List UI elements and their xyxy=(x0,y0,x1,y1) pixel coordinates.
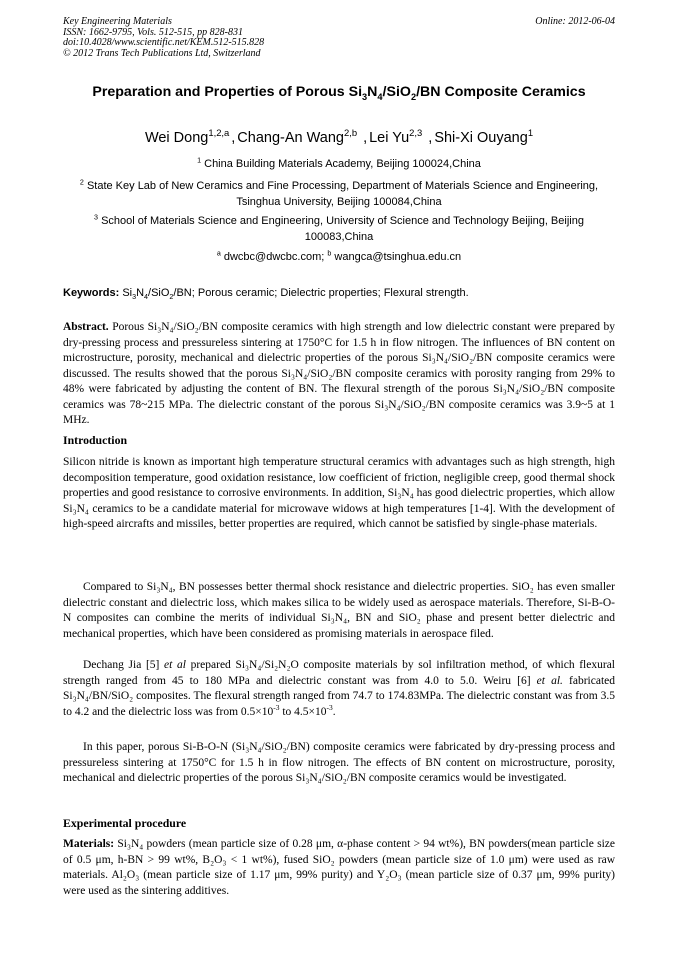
online-date: Online: 2012-06-04 xyxy=(535,16,615,27)
author: Shi-Xi Ouyang xyxy=(434,130,528,146)
materials-label: Materials: xyxy=(63,838,115,850)
journal-name: Key Engineering Materials xyxy=(63,16,172,27)
keywords-label: Keywords: xyxy=(63,287,120,299)
affiliation-3: $^3$ School of Materials Science and Engineering, University of Science and Technology Beijing, Beijing 100083,China xyxy=(94,213,584,243)
journal-header xyxy=(63,17,264,59)
author: Chang-An Wang xyxy=(237,130,344,146)
intro-paragraph-2: Compared to Si₃N₄, BN possesses better thermal shock resistance and dielectric properties. SiO₂ has even smaller dielectric constant and dielectric loss, which makes silica to be widely used as aerospace materials. Therefore, Si-B-O-N composites can combine the merits of individual Si₃N₄, BN and SiO₂ phase and present better dielectric and mechanical properties, which have been considered as promising materials in aerospace filed. xyxy=(63,581,615,640)
keywords: Keywords: $Si_3N_4/SiO_2/BN$; Porous ceramic; Dielectric properties; Flexural strength. xyxy=(63,287,469,302)
section-heading-introduction: Introduction xyxy=(63,433,128,447)
abstract xyxy=(63,320,615,429)
materials-paragraph: Materials: Si₃N₄ powders (mean particle size of 0.28 μm, α-phase content > 94 wt%), BN powders(mean particle size of 0.5 μm, h-BN > 99 wt%, B₂O₃ < 1 wt%), fused SiO₂ powders (mean particle size of 1.0 μm) were used as raw materials. Al₂O₃ (mean particle size of 1.17 μm, 99% purity) and Y₂O₃ (mean particle size of 0.37 μm, 99% purity) were used as the sintering additives. xyxy=(63,838,615,897)
affiliation-2: $^2$ State Key Lab of New Ceramics and Fine Processing, Department of Materials Science and Engineering, Tsinghua University, Beijing 100084,China xyxy=(79,178,599,208)
section-heading-experimental: Experimental procedure xyxy=(63,816,187,830)
email-b[interactable]: wangca@tsinghua.edu.cn xyxy=(334,251,462,263)
email-line: $^a$ dwcbc@dwcbc.com; $^b$ wangca@tsinghua.edu.cn xyxy=(216,249,462,263)
email-a[interactable]: dwcbc@dwcbc.com; xyxy=(223,251,325,263)
intro-paragraph-3: Dechang Jia [5] et al prepared Si₃N₄/Si₂N₂O composite materials by sol infiltration method, of which flexural strength ranged from 45 to 180 MPa and dielectric constant was from 4.0 to 5.0. Weiru [6] et al. fabricated Si₃N₄/BN/SiO₂ composites. The flexural strength ranged from 74.7 to 174.83MPa. The dielectric constant was from 3.5 to 4.2 and the dielectric loss was from $0.5\times 10^{-3}$ to $4.5\times 10^{-3}$. xyxy=(63,659,616,718)
abstract-label: Abstract. xyxy=(63,321,109,333)
paper-title: Preparation and Properties of Porous $Si_3N_4/SiO_2/BN$ Composite Ceramics xyxy=(92,84,586,102)
author: Wei Dong xyxy=(144,130,209,146)
intro-paragraph-1: Silicon nitride is known as important high temperature structural ceramics with advantages such as high strength, high decomposition temperature, good oxidation resistance, low coefficient of friction, negligible creep, good thermal shock properties and good resistance to corrosive environments. In addition, Si₃N₄ has good dielectric properties, which allow Si₃N₄ ceramics to be a candidate material for microwave widows at high temperatures [1-4]. With the development of high-speed aircrafts and missiles, better properties are required, which cannot be satisfied by single-phase materials. xyxy=(63,456,615,530)
intro-paragraph-4: In this paper, porous Si-B-O-N (Si₃N₄/SiO₂/BN) composite ceramics were fabricated by dry-pressing process and pressureless sintering at 1750°C for 1.5 h in flow nitrogen. The effects of BN content on microstructure, porosity, mechanical and dielectric properties of the porous Si₃N₄/SiO₂/BN composite ceramics would be investigated. xyxy=(63,741,615,784)
doi-line: doi:10.4028/www.scientific.net/KEM.512-515.828 xyxy=(63,37,265,48)
issn-line: ISSN: 1662-9795, Vols. 512-515, pp 828-831 xyxy=(63,26,243,38)
copyright-line: © 2012 Trans Tech Publications Ltd, Switzerland xyxy=(63,47,261,59)
author: Lei Yu xyxy=(369,130,410,146)
abstract-text: Porous Si₃N₄/SiO₂/BN composite ceramics with high strength and low dielectric constant were prepared by dry-pressing process and pressureless sintering at 1750°C for 1.5 h in flow nitrogen. The influences of BN content on microstructure, porosity, mechanical and dielectric properties of the porous Si₃N₄/SiO₂/BN composite ceramics were discussed. The results showed that the porous Si₃N₄/SiO₂/BN composite ceramics with porosity ranging from 29% to 48% were fabricated by adjusting the content of BN. The flexural strength of the porous Si₃N₄/SiO₂/BN composite ceramics was 78~215 MPa. The dielectric constant of the porous Si₃N₄/SiO₂/BN composite ceramics was 3.9~5 at 1 MHz. xyxy=(63,321,616,426)
affiliation-1: $^1$ China Building Materials Academy, Beijing 100024,China xyxy=(197,156,481,170)
author-list: Wei Dong$^{1,2,a}$ , Chang-An Wang$^{2,b}$ , Lei Yu$^{2,3}$ , Shi-Xi Ouyang$^1$ xyxy=(144,127,534,146)
